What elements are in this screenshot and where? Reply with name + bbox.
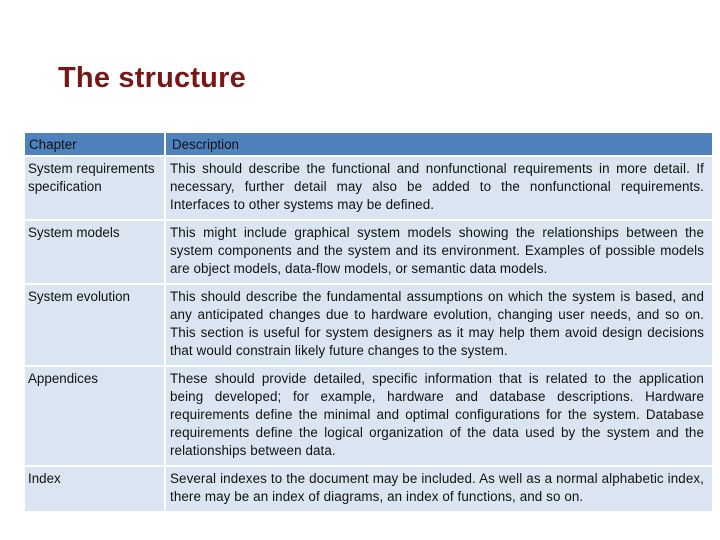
slide-title: The structure	[58, 62, 246, 94]
description-cell: This might include graphical system models showing the relationships between the system components and the system and its environment. Examples of possible models are object models, data-flow models, or semantic data models.	[165, 220, 713, 284]
description-cell: This should describe the functional and nonfunctional requirements in more detail. If necessary, further detail may also be added to the nonfunctional requirements. Interfaces to other systems may be defined.	[165, 156, 713, 220]
chapter-cell: System models	[25, 220, 165, 284]
chapter-cell: System evolution	[25, 284, 165, 366]
header-description: Description	[165, 133, 713, 156]
description-cell: Several indexes to the document may be included. As well as a normal alphabetic index, there may be an index of diagrams, an index of functions, and so on.	[165, 466, 713, 512]
description-cell: These should provide detailed, specific information that is related to the application being developed; for example, hardware and database descriptions. Hardware requirements define the minimal and optimal configurations for the system. Database requirements define the logical organization of the data used by the system and the relationships between data.	[165, 366, 713, 466]
table-header-row	[25, 133, 713, 156]
structure-table	[25, 133, 714, 513]
table-row	[25, 284, 713, 366]
table-row	[25, 220, 713, 284]
chapter-cell: Index	[25, 466, 165, 512]
description-cell: This should describe the fundamental assumptions on which the system is based, and any anticipated changes due to hardware evolution, changing user needs, and so on. This section is useful for system designers as it may help them avoid design decisions that would constrain likely future changes to the system.	[165, 284, 713, 366]
table-row	[25, 466, 713, 512]
header-chapter: Chapter	[25, 133, 165, 156]
table-row	[25, 366, 713, 466]
chapter-cell: System requirements specification	[25, 156, 165, 220]
chapter-cell: Appendices	[25, 366, 165, 466]
table-row	[25, 156, 713, 220]
